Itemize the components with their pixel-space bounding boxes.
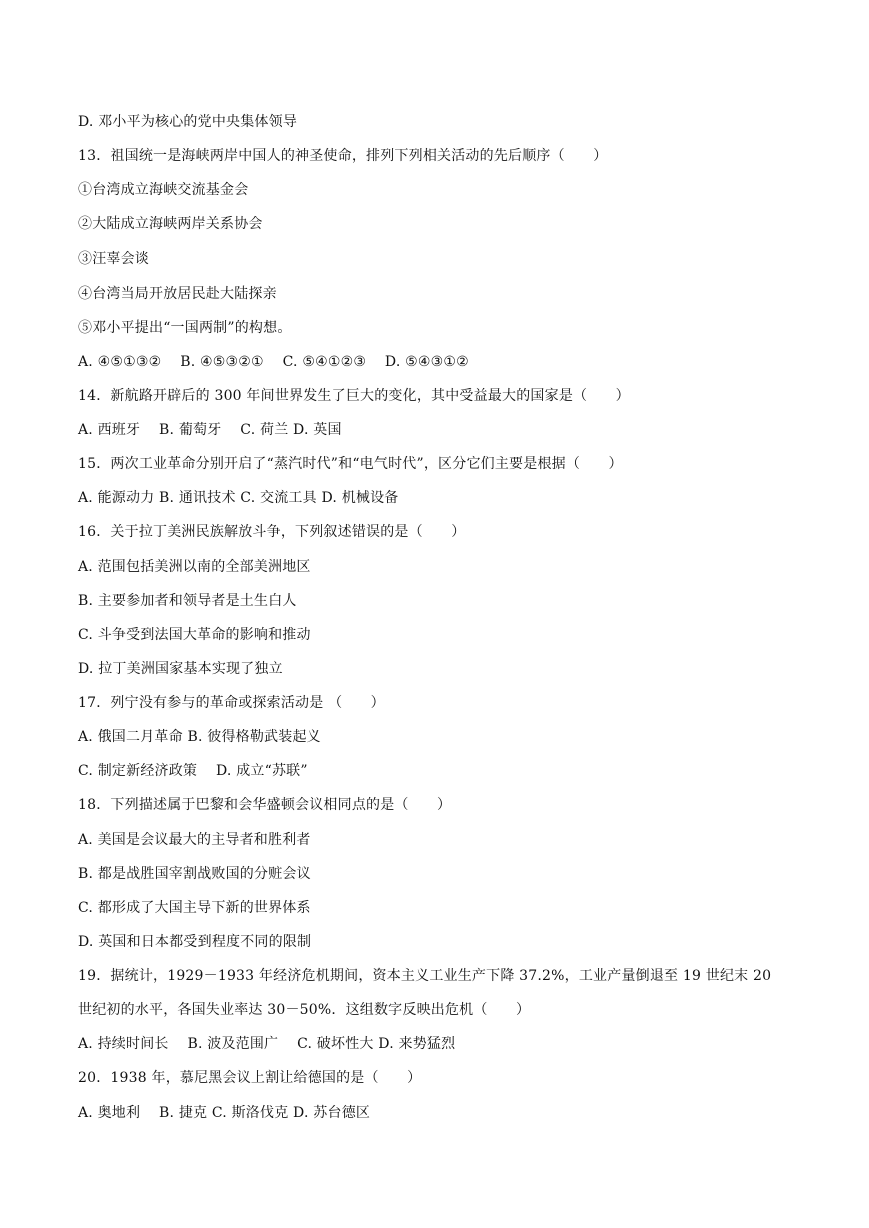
question-17: 17．列宁没有参与的革命或探索活动是 （ ） <box>78 695 385 711</box>
q13-item-2: ②大陆成立海峡两岸关系协会 <box>78 216 263 232</box>
q13-item-1: ①台湾成立海峡交流基金会 <box>78 182 249 198</box>
q13-item-5: ⑤邓小平提出“一国两制”的构想。 <box>78 320 292 336</box>
q14-options: A. 西班牙 B. 葡萄牙 C. 荷兰 D. 英国 <box>78 422 342 438</box>
q16-option-a: A. 范围包括美洲以南的全部美洲地区 <box>78 559 311 575</box>
q19-options: A. 持续时间长 B. 波及范围广 C. 破坏性大 D. 来势猛烈 <box>78 1036 456 1052</box>
question-20: 20．1938 年，慕尼黑会议上割让给德国的是（ ） <box>78 1070 422 1086</box>
q13-item-3: ③汪辜会谈 <box>78 251 149 267</box>
q20-options: A. 奥地利 B. 捷克 C. 斯洛伐克 D. 苏台德区 <box>78 1105 371 1121</box>
option-d-q12: D. 邓小平为核心的党中央集体领导 <box>78 114 298 130</box>
q16-option-b: B. 主要参加者和领导者是土生白人 <box>78 593 297 609</box>
question-13: 13．祖国统一是海峡两岸中国人的神圣使命，排列下列相关活动的先后顺序（ ） <box>78 148 608 164</box>
q15-options: A. 能源动力 B. 通讯技术 C. 交流工具 D. 机械设备 <box>78 490 399 506</box>
q18-option-c: C. 都形成了大国主导下新的世界体系 <box>78 900 311 916</box>
q18-option-d: D. 英国和日本都受到程度不同的限制 <box>78 934 312 950</box>
q18-option-a: A. 美国是会议最大的主导者和胜利者 <box>78 832 311 848</box>
q16-option-c: C. 斗争受到法国大革命的影响和推动 <box>78 627 311 643</box>
question-19: 19．据统计，1929－1933 年经济危机期间，资本主义工业生产下降 37.2%，工业产量倒退至 19 世纪末 20 <box>78 968 772 984</box>
q13-item-4: ④台湾当局开放居民赴大陆探亲 <box>78 286 277 302</box>
q13-options: A. ④⑤①③② B. ④⑤③②① C. ⑤④①②③ D. ⑤④③①② <box>78 354 469 370</box>
question-18: 18．下列描述属于巴黎和会华盛顿会议相同点的是（ ） <box>78 797 452 813</box>
q18-option-b: B. 都是战胜国宰割战败国的分赃会议 <box>78 866 311 882</box>
q17-options-ab: A. 俄国二月革命 B. 彼得格勒武装起义 <box>78 729 321 745</box>
question-16: 16．关于拉丁美洲民族解放斗争，下列叙述错误的是（ ） <box>78 524 466 540</box>
question-19-cont: 世纪初的水平，各国失业率达 30－50%．这组数字反映出危机（ ） <box>78 1002 531 1018</box>
q16-option-d: D. 拉丁美洲国家基本实现了独立 <box>78 661 283 677</box>
q17-options-cd: C. 制定新经济政策 D. 成立“苏联” <box>78 763 308 779</box>
question-14: 14．新航路开辟后的 300 年间世界发生了巨大的变化，其中受益最大的国家是（ ） <box>78 388 630 404</box>
question-15: 15．两次工业革命分别开启了“蒸汽时代”和“电气时代”，区分它们主要是根据（ ） <box>78 456 623 472</box>
